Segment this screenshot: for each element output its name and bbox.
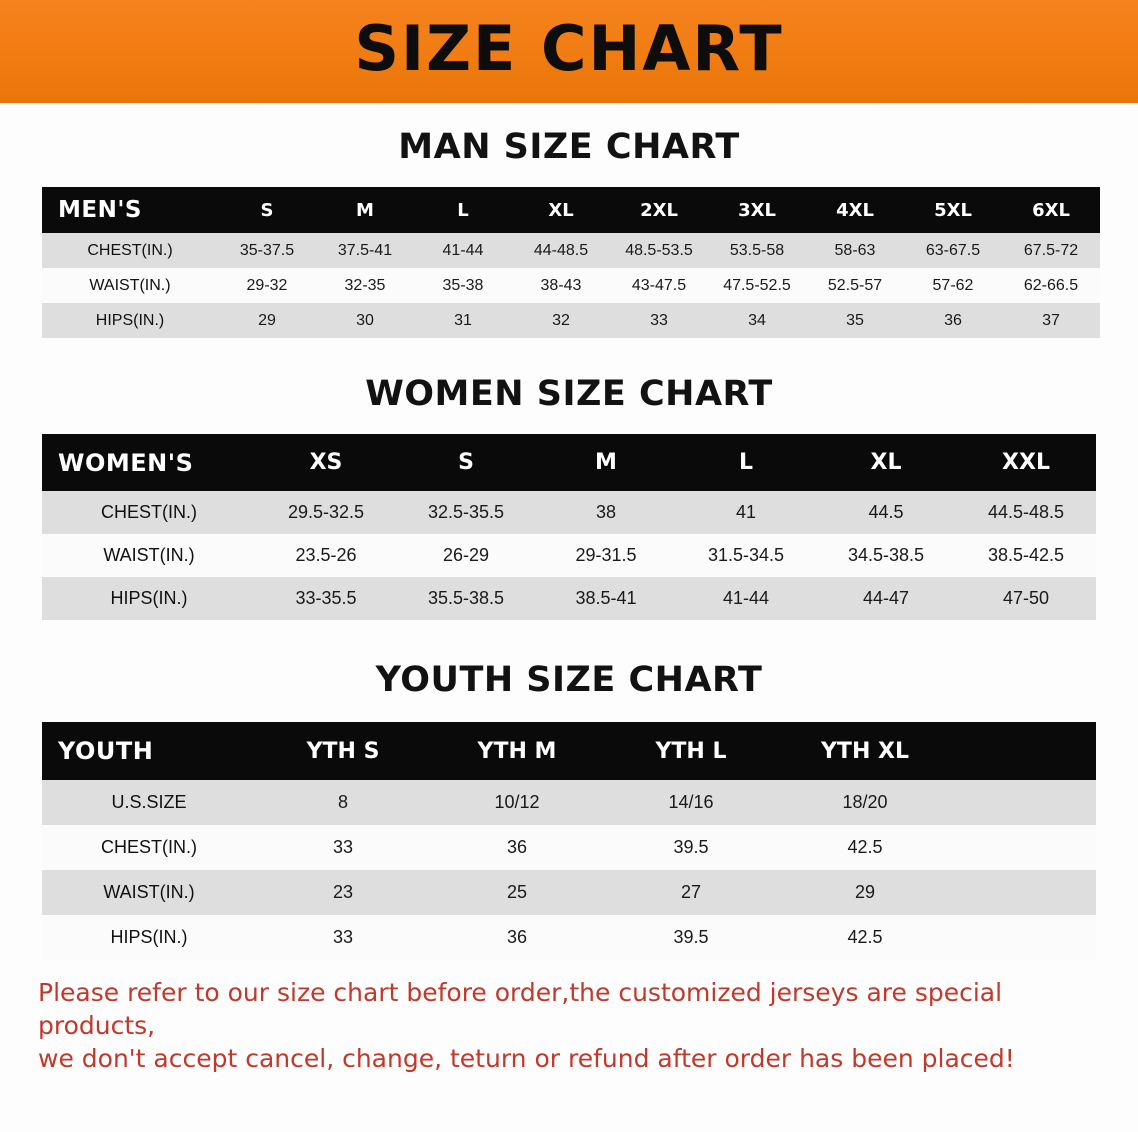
- table-cell: 37: [1042, 311, 1060, 329]
- table-cell: 52.5-57: [827, 276, 883, 294]
- table-cell: 41: [735, 502, 757, 522]
- youth-header-cell: YTH XL: [821, 738, 909, 764]
- man-header-cell: 5XL: [934, 199, 972, 221]
- man-header-cell: 2XL: [640, 199, 678, 221]
- table-cell: 38: [595, 502, 617, 522]
- table-row: [42, 268, 1100, 303]
- man-header-cell: 6XL: [1032, 199, 1070, 221]
- row-label: U.S.SIZE: [111, 792, 187, 812]
- table-cell: 44.5: [868, 502, 904, 522]
- table-cell: 38.5-41: [575, 588, 637, 608]
- table-cell: 36: [944, 311, 962, 329]
- table-cell: 67.5-72: [1023, 241, 1079, 259]
- table-cell: 42.5: [847, 837, 883, 857]
- women-header-cell: WOMEN'S: [58, 448, 194, 477]
- table-cell: 8: [337, 792, 348, 812]
- table-cell: 63-67.5: [925, 241, 981, 259]
- women-section-title: WOMEN SIZE CHART: [365, 374, 773, 414]
- table-cell: 41-44: [722, 588, 770, 608]
- women-header-cell: L: [738, 450, 754, 475]
- table-cell: 42.5: [847, 927, 883, 947]
- table-cell: 37.5-41: [337, 241, 393, 259]
- man-header-cell: L: [457, 199, 469, 221]
- table-cell: 34: [748, 311, 766, 329]
- row-label: WAIST(IN.): [89, 276, 171, 294]
- row-label: HIPS(IN.): [110, 588, 188, 608]
- table-row: [42, 870, 1096, 915]
- table-cell: 33-35.5: [295, 588, 357, 608]
- table-row: [42, 915, 1096, 960]
- youth-header-cell: YTH L: [655, 738, 727, 764]
- table-cell: 38.5-42.5: [987, 545, 1065, 565]
- row-label: CHEST(IN.): [87, 241, 173, 259]
- table-cell: 32-35: [344, 276, 386, 294]
- table-cell: 14/16: [668, 792, 714, 812]
- table-cell: 18/20: [842, 792, 888, 812]
- women-header-cell: M: [595, 450, 617, 475]
- table-cell: 48.5-53.5: [625, 241, 693, 259]
- man-header-cell: S: [260, 199, 274, 221]
- table-cell-spacer: [952, 870, 1096, 915]
- man-table-wrapper: [42, 187, 1096, 338]
- man-header-cell: 3XL: [738, 199, 776, 221]
- row-label: WAIST(IN.): [103, 882, 195, 902]
- women-table-wrapper: [42, 434, 1096, 620]
- table-cell: 47-50: [1002, 588, 1050, 608]
- table-cell: 57-62: [932, 276, 974, 294]
- table-cell: 27: [680, 882, 702, 902]
- table-cell: 26-29: [442, 545, 490, 565]
- man-table-header-row: [42, 187, 1100, 233]
- table-cell: 34.5-38.5: [847, 545, 925, 565]
- table-cell: 29.5-32.5: [287, 502, 365, 522]
- table-cell: 29-32: [246, 276, 288, 294]
- man-header-cell: MEN'S: [58, 197, 142, 223]
- table-cell-spacer: [952, 825, 1096, 870]
- table-cell: 29: [258, 311, 276, 329]
- table-cell: 32.5-35.5: [427, 502, 505, 522]
- youth-size-table: [42, 722, 1096, 960]
- table-cell: 23: [332, 882, 354, 902]
- table-row: [42, 491, 1096, 534]
- table-cell: 44-48.5: [533, 241, 589, 259]
- table-cell: 29-31.5: [575, 545, 637, 565]
- footer-note-line-2: we don't accept cancel, change, teturn or refund after order has been placed!: [38, 1044, 1015, 1073]
- youth-section-title: YOUTH SIZE CHART: [375, 660, 763, 700]
- table-cell: 35-38: [442, 276, 484, 294]
- youth-header-cell: YTH M: [477, 738, 557, 764]
- table-row: [42, 825, 1096, 870]
- table-cell: 43-47.5: [631, 276, 687, 294]
- table-cell: 35.5-38.5: [427, 588, 505, 608]
- row-label: CHEST(IN.): [101, 837, 197, 857]
- table-cell: 35-37.5: [239, 241, 295, 259]
- women-size-table: [42, 434, 1096, 620]
- table-cell: 33: [332, 837, 354, 857]
- row-label: HIPS(IN.): [110, 927, 188, 947]
- table-cell: 39.5: [673, 837, 709, 857]
- table-cell: 25: [506, 882, 528, 902]
- table-cell: 31: [454, 311, 472, 329]
- youth-header-spacer: [952, 722, 1096, 780]
- women-header-cell: XS: [309, 450, 343, 475]
- man-section-title: MAN SIZE CHART: [398, 127, 740, 167]
- row-label: WAIST(IN.): [103, 545, 195, 565]
- table-cell-spacer: [952, 915, 1096, 960]
- women-table-header-row: [42, 434, 1096, 491]
- youth-header-cell: YOUTH: [58, 737, 154, 765]
- table-cell: 29: [854, 882, 876, 902]
- table-row: [42, 534, 1096, 577]
- row-label: HIPS(IN.): [95, 311, 165, 329]
- table-cell: 44-47: [862, 588, 910, 608]
- man-header-cell: XL: [548, 199, 574, 221]
- youth-table-header-row: [42, 722, 1096, 780]
- table-cell: 10/12: [494, 792, 540, 812]
- table-row: [42, 233, 1100, 268]
- table-cell: 35: [846, 311, 864, 329]
- table-cell: 23.5-26: [295, 545, 357, 565]
- youth-header-cell: YTH S: [306, 738, 380, 764]
- women-header-cell: XXL: [1002, 450, 1050, 475]
- table-cell: 47.5-52.5: [723, 276, 791, 294]
- banner: [0, 0, 1138, 103]
- women-header-cell: XL: [870, 450, 902, 475]
- table-cell: 33: [332, 927, 354, 947]
- table-cell: 58-63: [834, 241, 876, 259]
- table-cell: 39.5: [673, 927, 709, 947]
- table-row: [42, 303, 1100, 338]
- row-label: CHEST(IN.): [101, 502, 197, 522]
- table-cell: 44.5-48.5: [987, 502, 1065, 522]
- man-header-cell: 4XL: [836, 199, 874, 221]
- table-cell: 36: [506, 837, 528, 857]
- table-cell: 38-43: [540, 276, 582, 294]
- table-cell: 62-66.5: [1023, 276, 1079, 294]
- table-cell: 41-44: [442, 241, 484, 259]
- table-cell: 31.5-34.5: [707, 545, 785, 565]
- table-cell: 30: [356, 311, 374, 329]
- women-header-cell: S: [458, 450, 474, 475]
- table-row: [42, 780, 1096, 825]
- table-cell: 33: [650, 311, 668, 329]
- table-row: [42, 577, 1096, 620]
- banner-title: SIZE CHART: [354, 11, 784, 85]
- youth-table-wrapper: [42, 722, 1096, 960]
- table-cell-spacer: [952, 780, 1096, 825]
- table-cell: 36: [506, 927, 528, 947]
- table-cell: 53.5-58: [729, 241, 785, 259]
- man-size-table: [42, 187, 1100, 338]
- footer-note-line-1: Please refer to our size chart before order,the customized jerseys are special products,: [38, 978, 1003, 1040]
- footer-note: [38, 976, 1100, 1075]
- table-cell: 32: [552, 311, 570, 329]
- man-header-cell: M: [356, 199, 374, 221]
